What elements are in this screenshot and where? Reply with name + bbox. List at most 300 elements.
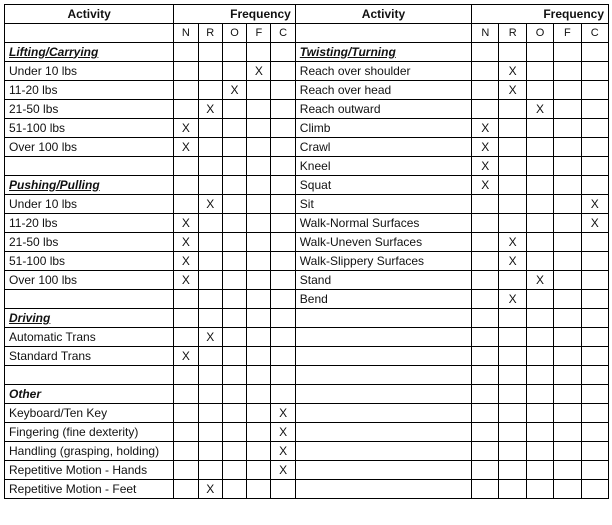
frequency-mark-c — [271, 480, 295, 499]
frequency-mark-n — [174, 480, 198, 499]
frequency-mark-c — [271, 233, 295, 252]
frequency-mark-r — [198, 138, 222, 157]
blank-cell — [295, 461, 471, 480]
code-c-right: C — [581, 24, 608, 43]
table-row — [5, 290, 609, 309]
table-row — [5, 100, 609, 119]
frequency-mark-n: X — [174, 271, 198, 290]
frequency-mark-r — [499, 404, 526, 423]
frequency-mark-n — [472, 43, 499, 62]
frequency-mark-c: X — [271, 461, 295, 480]
frequency-mark-n — [472, 347, 499, 366]
frequency-mark-c — [271, 62, 295, 81]
activity-label: Reach over shoulder — [295, 62, 471, 81]
frequency-mark-r — [499, 119, 526, 138]
frequency-mark-c — [581, 309, 608, 328]
frequency-mark-f — [247, 309, 271, 328]
activity-label: Repetitive Motion - Hands — [5, 461, 174, 480]
frequency-mark-c — [271, 195, 295, 214]
frequency-mark-n — [174, 309, 198, 328]
frequency-mark-o — [526, 43, 553, 62]
frequency-mark-n: X — [174, 119, 198, 138]
frequency-mark-f — [247, 176, 271, 195]
table-row — [5, 233, 609, 252]
frequency-mark-n — [472, 404, 499, 423]
activity-label: Kneel — [295, 157, 471, 176]
frequency-mark-c — [581, 461, 608, 480]
frequency-mark-n — [472, 195, 499, 214]
frequency-mark-c — [581, 157, 608, 176]
code-r-right: R — [499, 24, 526, 43]
activity-label: Walk-Uneven Surfaces — [295, 233, 471, 252]
frequency-mark-n — [174, 404, 198, 423]
activity-label: Standard Trans — [5, 347, 174, 366]
frequency-mark-n — [174, 62, 198, 81]
frequency-mark-o — [222, 290, 246, 309]
frequency-mark-r — [198, 157, 222, 176]
activity-label: Walk-Slippery Surfaces — [295, 252, 471, 271]
frequency-mark-o — [526, 328, 553, 347]
table-row — [5, 461, 609, 480]
frequency-mark-c — [271, 385, 295, 404]
frequency-mark-f — [247, 157, 271, 176]
blank-cell — [295, 385, 471, 404]
frequency-mark-r — [499, 100, 526, 119]
table-row — [5, 195, 609, 214]
frequency-mark-o — [526, 233, 553, 252]
header-row — [5, 5, 609, 24]
table-row — [5, 423, 609, 442]
frequency-mark-r — [499, 366, 526, 385]
physical-demands-table — [4, 4, 609, 499]
frequency-mark-r — [198, 366, 222, 385]
frequency-mark-c — [271, 366, 295, 385]
frequency-mark-c — [581, 442, 608, 461]
frequency-mark-n — [472, 385, 499, 404]
table-row — [5, 328, 609, 347]
frequency-mark-o — [526, 62, 553, 81]
frequency-mark-f — [247, 214, 271, 233]
activity-label: 51-100 lbs — [5, 119, 174, 138]
activity-label: Crawl — [295, 138, 471, 157]
frequency-mark-c — [271, 138, 295, 157]
frequency-mark-r — [499, 442, 526, 461]
frequency-mark-r — [198, 290, 222, 309]
frequency-mark-c — [581, 81, 608, 100]
frequency-mark-r — [499, 328, 526, 347]
frequency-mark-r — [198, 423, 222, 442]
frequency-mark-f — [247, 119, 271, 138]
frequency-mark-r — [198, 119, 222, 138]
frequency-mark-n — [472, 290, 499, 309]
activity-label: Keyboard/Ten Key — [5, 404, 174, 423]
frequency-mark-c — [581, 62, 608, 81]
frequency-mark-o — [222, 309, 246, 328]
frequency-mark-r — [198, 461, 222, 480]
frequency-mark-r — [198, 214, 222, 233]
blank-cell — [5, 290, 174, 309]
frequency-mark-c — [581, 480, 608, 499]
frequency-mark-f — [554, 214, 581, 233]
frequency-mark-c — [581, 176, 608, 195]
table-row — [5, 81, 609, 100]
frequency-mark-o — [222, 423, 246, 442]
blank-cell — [295, 309, 471, 328]
frequency-mark-r — [499, 461, 526, 480]
code-n-right: N — [472, 24, 499, 43]
frequency-mark-f — [554, 404, 581, 423]
frequency-mark-c — [271, 252, 295, 271]
frequency-mark-f — [247, 233, 271, 252]
frequency-mark-r: X — [499, 81, 526, 100]
frequency-mark-r — [499, 43, 526, 62]
frequency-mark-n — [472, 328, 499, 347]
frequency-mark-n: X — [174, 233, 198, 252]
frequency-mark-r — [198, 81, 222, 100]
table-row — [5, 62, 609, 81]
frequency-mark-o — [222, 62, 246, 81]
frequency-mark-n — [174, 328, 198, 347]
frequency-mark-f — [554, 385, 581, 404]
frequency-mark-f — [247, 100, 271, 119]
activity-label: 11-20 lbs — [5, 214, 174, 233]
frequency-mark-c — [271, 347, 295, 366]
frequency-mark-r — [499, 138, 526, 157]
frequency-mark-f — [554, 442, 581, 461]
frequency-mark-o — [526, 176, 553, 195]
frequency-mark-r — [499, 423, 526, 442]
table-row — [5, 347, 609, 366]
frequency-mark-f — [554, 423, 581, 442]
frequency-mark-r: X — [198, 480, 222, 499]
frequency-mark-f — [247, 195, 271, 214]
activity-label: Reach over head — [295, 81, 471, 100]
activity-label: 51-100 lbs — [5, 252, 174, 271]
frequency-mark-c — [581, 100, 608, 119]
frequency-mark-o — [222, 138, 246, 157]
table-row — [5, 119, 609, 138]
frequency-mark-n — [472, 442, 499, 461]
frequency-mark-r: X — [198, 100, 222, 119]
section-heading: Driving — [5, 309, 174, 328]
code-f-left: F — [247, 24, 271, 43]
activity-label: Climb — [295, 119, 471, 138]
blank-cell — [5, 24, 174, 43]
frequency-mark-n — [174, 195, 198, 214]
frequency-mark-o — [222, 271, 246, 290]
activity-label: Stand — [295, 271, 471, 290]
frequency-mark-f — [554, 366, 581, 385]
frequency-mark-n — [472, 480, 499, 499]
frequency-mark-f — [554, 290, 581, 309]
table-row — [5, 252, 609, 271]
activity-label: Bend — [295, 290, 471, 309]
frequency-mark-c — [581, 328, 608, 347]
activity-header-left: Activity — [5, 5, 174, 24]
frequency-mark-r — [499, 271, 526, 290]
table-row — [5, 43, 609, 62]
frequency-mark-c — [271, 100, 295, 119]
section-heading: Twisting/Turning — [295, 43, 471, 62]
frequency-mark-n — [174, 461, 198, 480]
frequency-mark-f — [247, 385, 271, 404]
frequency-mark-n: X — [174, 138, 198, 157]
frequency-mark-n: X — [472, 119, 499, 138]
frequency-mark-f — [247, 271, 271, 290]
activity-label: Sit — [295, 195, 471, 214]
frequency-mark-c: X — [581, 195, 608, 214]
frequency-mark-o — [222, 252, 246, 271]
blank-cell — [5, 366, 174, 385]
frequency-mark-o — [222, 119, 246, 138]
frequency-mark-n: X — [472, 157, 499, 176]
frequency-mark-c — [581, 404, 608, 423]
frequency-mark-n: X — [174, 214, 198, 233]
code-r-left: R — [198, 24, 222, 43]
frequency-mark-f — [247, 81, 271, 100]
activity-label: Handling (grasping, holding) — [5, 442, 174, 461]
frequency-mark-o: X — [222, 81, 246, 100]
section-heading: Other — [5, 385, 174, 404]
frequency-code-row — [5, 24, 609, 43]
activity-label: Walk-Normal Surfaces — [295, 214, 471, 233]
frequency-mark-r — [499, 195, 526, 214]
frequency-mark-o — [526, 423, 553, 442]
frequency-mark-f — [247, 366, 271, 385]
frequency-mark-o — [526, 366, 553, 385]
frequency-mark-f — [554, 81, 581, 100]
frequency-mark-c — [581, 385, 608, 404]
frequency-mark-o — [222, 100, 246, 119]
frequency-mark-r: X — [198, 328, 222, 347]
frequency-mark-o — [526, 461, 553, 480]
frequency-mark-c — [271, 214, 295, 233]
frequency-mark-n — [472, 366, 499, 385]
activity-label: Over 100 lbs — [5, 138, 174, 157]
activity-label: Repetitive Motion - Feet — [5, 480, 174, 499]
frequency-mark-c — [581, 271, 608, 290]
frequency-mark-o — [222, 385, 246, 404]
frequency-mark-f — [247, 423, 271, 442]
activity-label: Automatic Trans — [5, 328, 174, 347]
frequency-mark-o — [526, 195, 553, 214]
frequency-mark-f — [247, 43, 271, 62]
frequency-mark-n — [174, 43, 198, 62]
blank-cell — [295, 480, 471, 499]
frequency-mark-f — [554, 252, 581, 271]
frequency-mark-f — [554, 62, 581, 81]
frequency-mark-f — [247, 347, 271, 366]
code-c-left: C — [271, 24, 295, 43]
frequency-mark-o — [222, 43, 246, 62]
table-row — [5, 442, 609, 461]
frequency-mark-c — [271, 176, 295, 195]
frequency-mark-o — [526, 290, 553, 309]
frequency-mark-r — [198, 252, 222, 271]
frequency-mark-o — [222, 404, 246, 423]
code-f-right: F — [554, 24, 581, 43]
frequency-mark-n — [472, 233, 499, 252]
frequency-mark-r — [198, 43, 222, 62]
frequency-mark-f: X — [247, 62, 271, 81]
table-row — [5, 214, 609, 233]
blank-cell — [295, 347, 471, 366]
frequency-mark-f — [554, 347, 581, 366]
frequency-mark-c — [581, 347, 608, 366]
frequency-mark-o — [526, 385, 553, 404]
table-row — [5, 176, 609, 195]
frequency-mark-n — [472, 461, 499, 480]
frequency-mark-o — [222, 214, 246, 233]
frequency-mark-n: X — [472, 138, 499, 157]
frequency-mark-c: X — [271, 442, 295, 461]
frequency-mark-f — [554, 43, 581, 62]
blank-cell — [295, 366, 471, 385]
frequency-mark-n — [174, 423, 198, 442]
frequency-mark-c — [581, 423, 608, 442]
activity-label: Under 10 lbs — [5, 62, 174, 81]
frequency-mark-o: X — [526, 100, 553, 119]
activity-label: Reach outward — [295, 100, 471, 119]
frequency-mark-r: X — [499, 252, 526, 271]
blank-cell — [295, 328, 471, 347]
frequency-mark-n — [472, 81, 499, 100]
frequency-mark-o — [222, 442, 246, 461]
frequency-mark-r — [198, 404, 222, 423]
frequency-mark-r: X — [198, 195, 222, 214]
frequency-mark-n: X — [174, 347, 198, 366]
frequency-mark-o — [526, 119, 553, 138]
activity-label: Over 100 lbs — [5, 271, 174, 290]
frequency-mark-f — [554, 271, 581, 290]
activity-label: Under 10 lbs — [5, 195, 174, 214]
frequency-mark-r — [499, 385, 526, 404]
activity-label: 11-20 lbs — [5, 81, 174, 100]
frequency-header-left: Frequency — [174, 5, 296, 24]
table-row — [5, 271, 609, 290]
frequency-mark-o — [222, 461, 246, 480]
frequency-mark-f — [554, 176, 581, 195]
frequency-mark-o — [222, 480, 246, 499]
frequency-mark-c — [581, 290, 608, 309]
frequency-mark-n — [472, 252, 499, 271]
frequency-mark-r — [499, 480, 526, 499]
frequency-mark-r — [198, 385, 222, 404]
frequency-mark-f — [247, 252, 271, 271]
table-row — [5, 138, 609, 157]
frequency-mark-o — [222, 233, 246, 252]
frequency-mark-n — [174, 100, 198, 119]
frequency-mark-c: X — [271, 423, 295, 442]
frequency-mark-n — [472, 423, 499, 442]
table-row — [5, 385, 609, 404]
frequency-mark-o — [526, 138, 553, 157]
frequency-mark-c — [581, 233, 608, 252]
frequency-mark-r — [499, 214, 526, 233]
frequency-mark-o — [526, 347, 553, 366]
frequency-mark-f — [554, 461, 581, 480]
frequency-mark-o — [526, 252, 553, 271]
frequency-mark-c: X — [271, 404, 295, 423]
activity-label: 21-50 lbs — [5, 100, 174, 119]
frequency-mark-o — [526, 404, 553, 423]
code-n-left: N — [174, 24, 198, 43]
frequency-mark-c — [581, 138, 608, 157]
frequency-mark-f — [247, 480, 271, 499]
frequency-mark-c — [271, 290, 295, 309]
table-row — [5, 366, 609, 385]
frequency-mark-r: X — [499, 290, 526, 309]
frequency-mark-r: X — [499, 62, 526, 81]
frequency-mark-n — [174, 366, 198, 385]
frequency-mark-r — [198, 233, 222, 252]
frequency-mark-c — [581, 119, 608, 138]
frequency-mark-c — [271, 309, 295, 328]
frequency-mark-c: X — [581, 214, 608, 233]
frequency-mark-f — [554, 309, 581, 328]
frequency-mark-r — [198, 309, 222, 328]
frequency-mark-r — [198, 347, 222, 366]
code-o-left: O — [222, 24, 246, 43]
frequency-mark-f — [554, 138, 581, 157]
blank-cell — [295, 423, 471, 442]
frequency-mark-n — [174, 385, 198, 404]
frequency-mark-f — [247, 328, 271, 347]
frequency-mark-c — [581, 43, 608, 62]
table-row — [5, 157, 609, 176]
frequency-mark-n — [174, 290, 198, 309]
frequency-mark-n: X — [472, 176, 499, 195]
table-row — [5, 309, 609, 328]
frequency-mark-o — [526, 480, 553, 499]
blank-cell — [295, 442, 471, 461]
frequency-mark-o — [222, 157, 246, 176]
frequency-header-right: Frequency — [472, 5, 609, 24]
frequency-mark-n — [472, 62, 499, 81]
frequency-mark-c — [581, 252, 608, 271]
frequency-mark-r — [198, 176, 222, 195]
frequency-mark-r — [499, 157, 526, 176]
frequency-mark-n — [174, 176, 198, 195]
frequency-mark-r: X — [499, 233, 526, 252]
frequency-mark-f — [247, 461, 271, 480]
table-body — [5, 5, 609, 499]
frequency-mark-n — [472, 309, 499, 328]
frequency-mark-f — [247, 442, 271, 461]
frequency-mark-o — [222, 328, 246, 347]
frequency-mark-o — [222, 176, 246, 195]
frequency-mark-o — [526, 442, 553, 461]
frequency-mark-c — [271, 271, 295, 290]
frequency-mark-o — [526, 81, 553, 100]
blank-cell — [5, 157, 174, 176]
frequency-mark-f — [247, 290, 271, 309]
frequency-mark-n — [174, 81, 198, 100]
frequency-mark-n — [472, 214, 499, 233]
table-row — [5, 480, 609, 499]
frequency-mark-r — [499, 176, 526, 195]
frequency-mark-r — [499, 309, 526, 328]
frequency-mark-f — [554, 119, 581, 138]
frequency-mark-c — [271, 157, 295, 176]
frequency-mark-o — [222, 195, 246, 214]
frequency-mark-f — [554, 328, 581, 347]
frequency-mark-o: X — [526, 271, 553, 290]
activity-label: Fingering (fine dexterity) — [5, 423, 174, 442]
frequency-mark-r — [198, 442, 222, 461]
frequency-mark-o — [526, 309, 553, 328]
frequency-mark-n — [174, 157, 198, 176]
